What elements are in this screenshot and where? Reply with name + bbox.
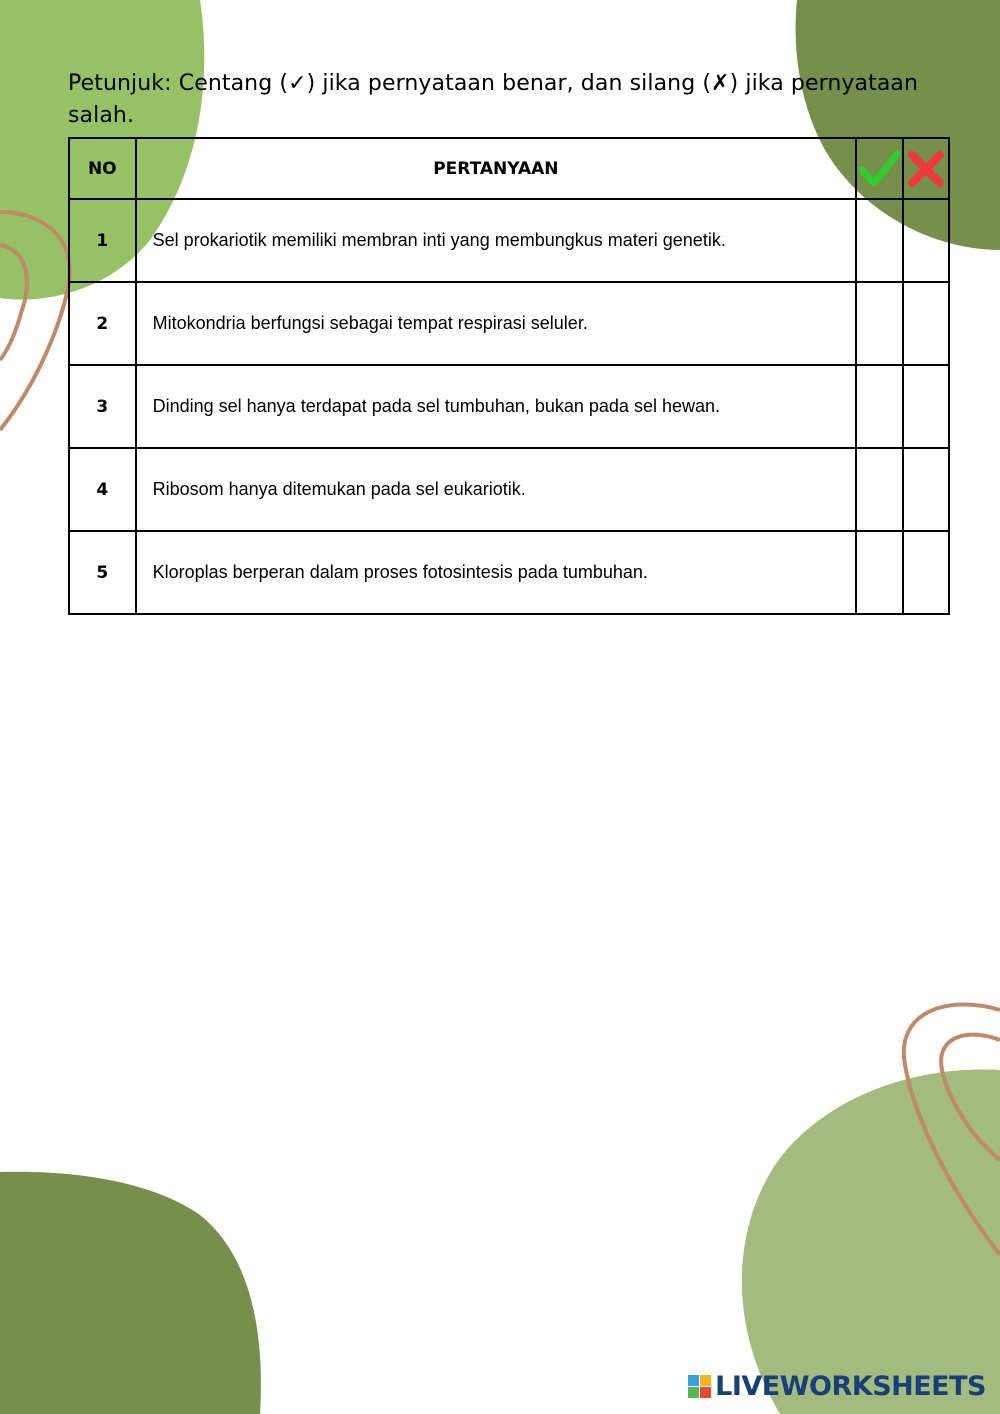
- liveworksheets-logo-icon: [688, 1375, 711, 1398]
- answer-false-cell[interactable]: [903, 282, 949, 365]
- row-question: Dinding sel hanya terdapat pada sel tumbuhan, bukan pada sel hewan.: [136, 365, 857, 448]
- true-false-table: [68, 137, 950, 615]
- table-row: [69, 282, 949, 365]
- liveworksheets-logo[interactable]: [688, 1371, 986, 1402]
- row-number: 1: [69, 199, 136, 282]
- row-number: 3: [69, 365, 136, 448]
- answer-true-cell[interactable]: [856, 531, 902, 614]
- logo-text: LIVEWORKSHEETS: [715, 1371, 986, 1402]
- row-number: 4: [69, 448, 136, 531]
- answer-false-cell[interactable]: [903, 199, 949, 282]
- table-row: [69, 531, 949, 614]
- bottom-left-blob: [0, 1172, 261, 1414]
- instruction-text: Petunjuk: Centang (✓) jika pernyataan benar, dan silang (✗) jika pernyataan salah.: [68, 71, 919, 128]
- table-row: [69, 448, 949, 531]
- row-number: 2: [69, 282, 136, 365]
- row-question: Ribosom hanya ditemukan pada sel eukariotik.: [136, 448, 857, 531]
- row-number: 5: [69, 531, 136, 614]
- header-false: [903, 138, 949, 199]
- header-question: PERTANYAAN: [136, 138, 857, 199]
- answer-true-cell[interactable]: [856, 199, 902, 282]
- table-header-row: [69, 138, 949, 199]
- answer-true-cell[interactable]: [856, 365, 902, 448]
- header-no: NO: [69, 138, 136, 199]
- answer-false-cell[interactable]: [903, 365, 949, 448]
- answer-false-cell[interactable]: [903, 448, 949, 531]
- check-icon: [858, 148, 900, 190]
- row-question: Mitokondria berfungsi sebagai tempat respirasi seluler.: [136, 282, 857, 365]
- table-row: [69, 199, 949, 282]
- bottom-right-blob: [742, 1070, 1000, 1414]
- answer-true-cell[interactable]: [856, 448, 902, 531]
- cross-icon: [905, 148, 947, 190]
- row-question: Sel prokariotik memiliki membran inti yang membungkus materi genetik.: [136, 199, 857, 282]
- table-row: [69, 365, 949, 448]
- header-true: [856, 138, 902, 199]
- row-question: Kloroplas berperan dalam proses fotosintesis pada tumbuhan.: [136, 531, 857, 614]
- answer-false-cell[interactable]: [903, 531, 949, 614]
- answer-true-cell[interactable]: [856, 282, 902, 365]
